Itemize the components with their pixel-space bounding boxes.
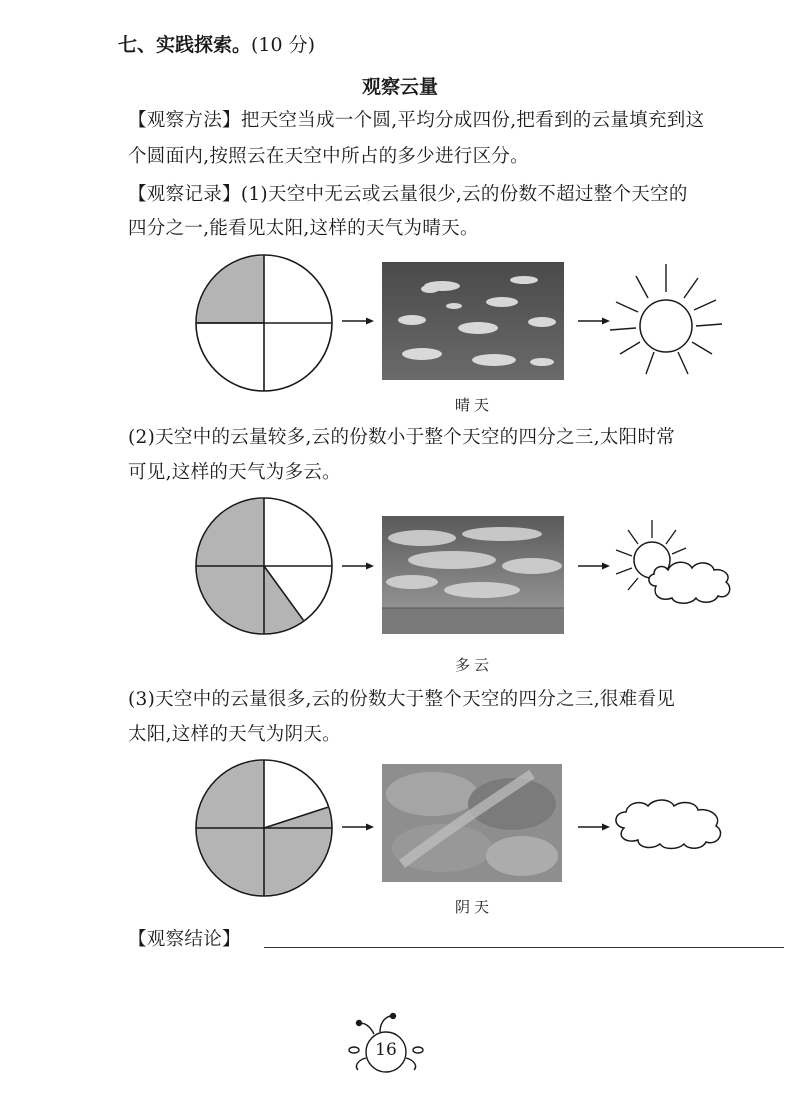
arrow-cloudy-1: [340, 561, 376, 571]
section-score: (10 分): [251, 34, 316, 56]
page-heading: 观察云量: [361, 76, 438, 98]
caption-sunny: 晴天: [454, 396, 493, 414]
caption-cloudy: 多云: [454, 656, 493, 674]
arrow-cloudy-2: [576, 561, 612, 571]
record-line-2: 四分之一,能看见太阳,这样的天气为晴天。: [128, 218, 479, 239]
photo-overcast-sky: [382, 764, 562, 882]
item2-line-1: (2)天空中的云量较多,云的份数小于整个天空的四分之三,太阳时常: [128, 427, 676, 448]
photo-cloudy-sky: [382, 516, 564, 634]
photo-sunny-sky: [382, 262, 564, 380]
cloud-circle-overcast: [194, 758, 334, 898]
record-tag: 【观察记录】: [128, 184, 241, 205]
item3-line-1: (3)天空中的云量很多,云的份数大于整个天空的四分之三,很难看见: [128, 689, 676, 710]
page-number: 16: [375, 1040, 397, 1060]
item3-line-2: 太阳,这样的天气为阴天。: [128, 724, 341, 745]
record-line-1: [128, 178, 688, 212]
arrow-overcast-1: [340, 822, 376, 832]
section-title-text: 七、实践探索。: [118, 34, 252, 56]
sun-icon: [606, 258, 730, 382]
cloud-icon: [610, 798, 730, 850]
cloud-sector-sunny: [197, 256, 264, 323]
conclusion-tag: 【观察结论】: [128, 929, 241, 950]
conclusion-answer-line[interactable]: [264, 947, 784, 948]
method-text-1: 把天空当成一个圆,平均分成四份,把看到的云量填充到这: [240, 110, 705, 131]
section-title: [118, 30, 315, 57]
item2-line-2: 可见,这样的天气为多云。: [128, 462, 341, 483]
record-text-1: (1)天空中无云或云量很少,云的份数不超过整个天空的: [240, 184, 688, 205]
method-line-2: 个圆面内,按照云在天空中所占的多少进行区分。: [128, 146, 529, 167]
method-tag: 【观察方法】: [128, 110, 241, 131]
method-line-1: [128, 104, 704, 138]
sun-behind-cloud-icon: [612, 516, 738, 610]
arrow-sunny-1: [340, 316, 376, 326]
caption-overcast: 阴天: [454, 898, 493, 916]
cloud-circle-cloudy: [194, 496, 334, 636]
arrow-overcast-2: [576, 822, 612, 832]
cloud-circle-sunny: [194, 253, 334, 393]
